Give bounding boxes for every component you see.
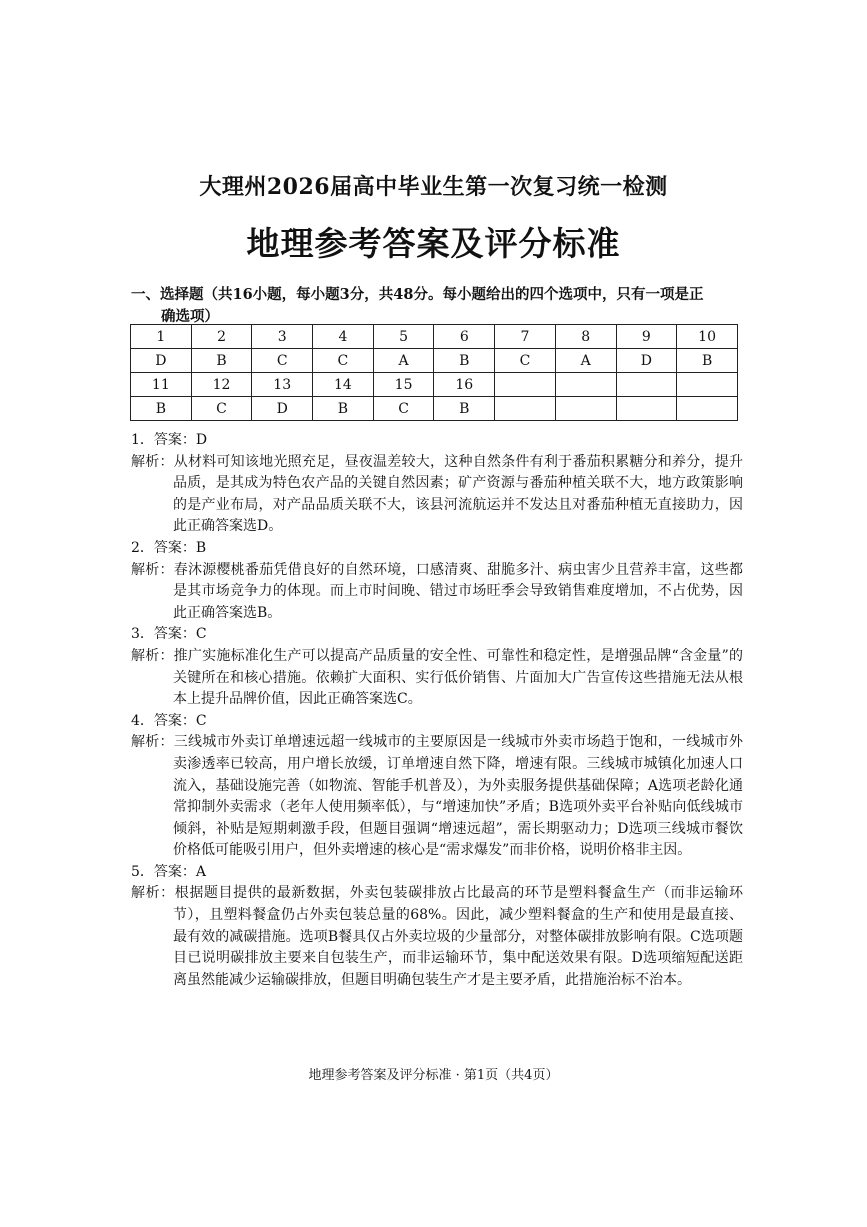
explanation-4: 解析：三线城市外卖订单增速远超一线城市的主要原因是一线城市外卖市场趋于饱和，一线城市外卖渗透率已较高，用户增长放缓，订单增速自然下降，增速有限。三线城市城镇化加速人口流入，基础设施完善（如物流、智能手机普及），为外卖服务提供基础保障；A选项老龄化通常抑制外卖需求（老年人使用频率低），与“增速加快”矛盾；B选项外卖平台补贴向低线城市倾斜，补贴是短期刺激手段，但题目强调“增速远超”，需长期驱动力；D选项三线城市餐饮价格低可能吸引用户，但外卖增速的核心是“需求爆发”而非价格，说明价格非主因。 — [131, 734, 743, 859]
table-cell: D — [616, 349, 677, 373]
table-cell: 8 — [555, 325, 616, 349]
table-cell: B — [313, 397, 374, 421]
exam-title: 大理州2026届高中毕业生第一次复习统一检测 — [199, 174, 668, 200]
table-cell: A — [373, 349, 434, 373]
table-cell: B — [677, 349, 738, 373]
table-cell: 5 — [373, 325, 434, 349]
section-heading — [131, 284, 741, 328]
table-cell: D — [131, 349, 192, 373]
table-cell — [616, 373, 677, 397]
table-cell: A — [555, 349, 616, 373]
table-cell: 6 — [434, 325, 495, 349]
table-cell: 1 — [131, 325, 192, 349]
explanation-2: 解析：春沐源樱桃番茄凭借良好的自然环境，口感清爽、甜脆多汁、病虫害少且营养丰富，这些都是其市场竞争力的体现。而上市时间晚、错过市场旺季会导致销售难度增加，不占优势，因此正确答案选B。 — [131, 561, 743, 621]
table-cell: 7 — [495, 325, 556, 349]
table-cell: 11 — [131, 373, 192, 397]
table-cell: C — [495, 349, 556, 373]
section-heading-line-1: 一、选择题（共16小题，每小题3分，共48分。每小题给出的四个选项中，只有一项是正 — [131, 286, 704, 303]
table-cell: C — [191, 397, 252, 421]
table-cell: B — [434, 397, 495, 421]
table-cell: B — [131, 397, 192, 421]
table-cell: C — [313, 349, 374, 373]
table-cell: 16 — [434, 373, 495, 397]
table-row-numbers-1 — [131, 325, 738, 349]
table-cell — [495, 373, 556, 397]
table-cell: 14 — [313, 373, 374, 397]
table-cell — [555, 373, 616, 397]
table-cell: C — [252, 349, 313, 373]
table-cell: 9 — [616, 325, 677, 349]
table-cell: 3 — [252, 325, 313, 349]
answer-line-1: 1．答案：D — [131, 432, 208, 448]
table-cell: B — [434, 349, 495, 373]
table-cell: 15 — [373, 373, 434, 397]
document-subtitle: 地理参考答案及评分标准 — [246, 224, 621, 263]
table-cell — [555, 397, 616, 421]
table-cell — [616, 397, 677, 421]
table-cell: C — [373, 397, 434, 421]
table-cell — [495, 397, 556, 421]
table-row-answers-1 — [131, 349, 738, 373]
table-cell: 4 — [313, 325, 374, 349]
page-footer: 地理参考答案及评分标准 · 第1页（共4页） — [308, 1068, 559, 1083]
table-cell: D — [252, 397, 313, 421]
table-cell: 12 — [191, 373, 252, 397]
answer-line-2: 2．答案：B — [131, 539, 207, 556]
section-heading-line-2: 确选项） — [161, 308, 219, 325]
table-row-answers-2 — [131, 397, 738, 421]
explanation-5: 解析：根据题目提供的最新数据，外卖包装碳排放占比最高的环节是塑料餐盒生产（而非运输环节），且塑料餐盒仍占外卖包装总量的68%。因此，减少塑料餐盒的生产和使用是最直接、最有效的减碳措施。选项B餐具仅占外卖垃圾的少量部分，对整体碳排放影响有限。C选项题目已说明碳排放主要来自包装生产，而非运输环节，集中配送效果有限。D选项缩短配送距离虽然能减少运输碳排放，但题目明确包装生产才是主要矛盾，此措施治标不治本。 — [131, 885, 743, 988]
table-cell: 10 — [677, 325, 738, 349]
explanation-3: 解析：推广实施标准化生产可以提高产品质量的安全性、可靠性和稳定性，是增强品牌“含金量”的关键所在和核心措施。依赖扩大面积、实行低价销售、片面加大广告宣传这些措施无法从根本上提升品牌价值，因此正确答案选C。 — [131, 647, 743, 708]
table-cell: B — [191, 349, 252, 373]
answer-line-4: 4．答案：C — [131, 712, 207, 729]
answer-explanations — [131, 430, 743, 991]
answer-table — [130, 324, 738, 421]
table-cell — [677, 373, 738, 397]
explanation-1: 解析：从材料可知该地光照充足，昼夜温差较大，这种自然条件有利于番茄积累糖分和养分，提升品质，是其成为特色农产品的关键自然因素；矿产资源与番茄种植关联不大，地方政策影响的是产业布局，对产品品质关联不大，该县河流航运并不发达且对番茄种植无直接助力，因此正确答案选D。 — [131, 453, 743, 535]
table-row-numbers-2 — [131, 373, 738, 397]
table-cell: 2 — [191, 325, 252, 349]
answer-line-3: 3．答案：C — [131, 626, 207, 643]
table-cell: 13 — [252, 373, 313, 397]
table-cell — [677, 397, 738, 421]
answer-line-5: 5．答案：A — [131, 863, 207, 880]
